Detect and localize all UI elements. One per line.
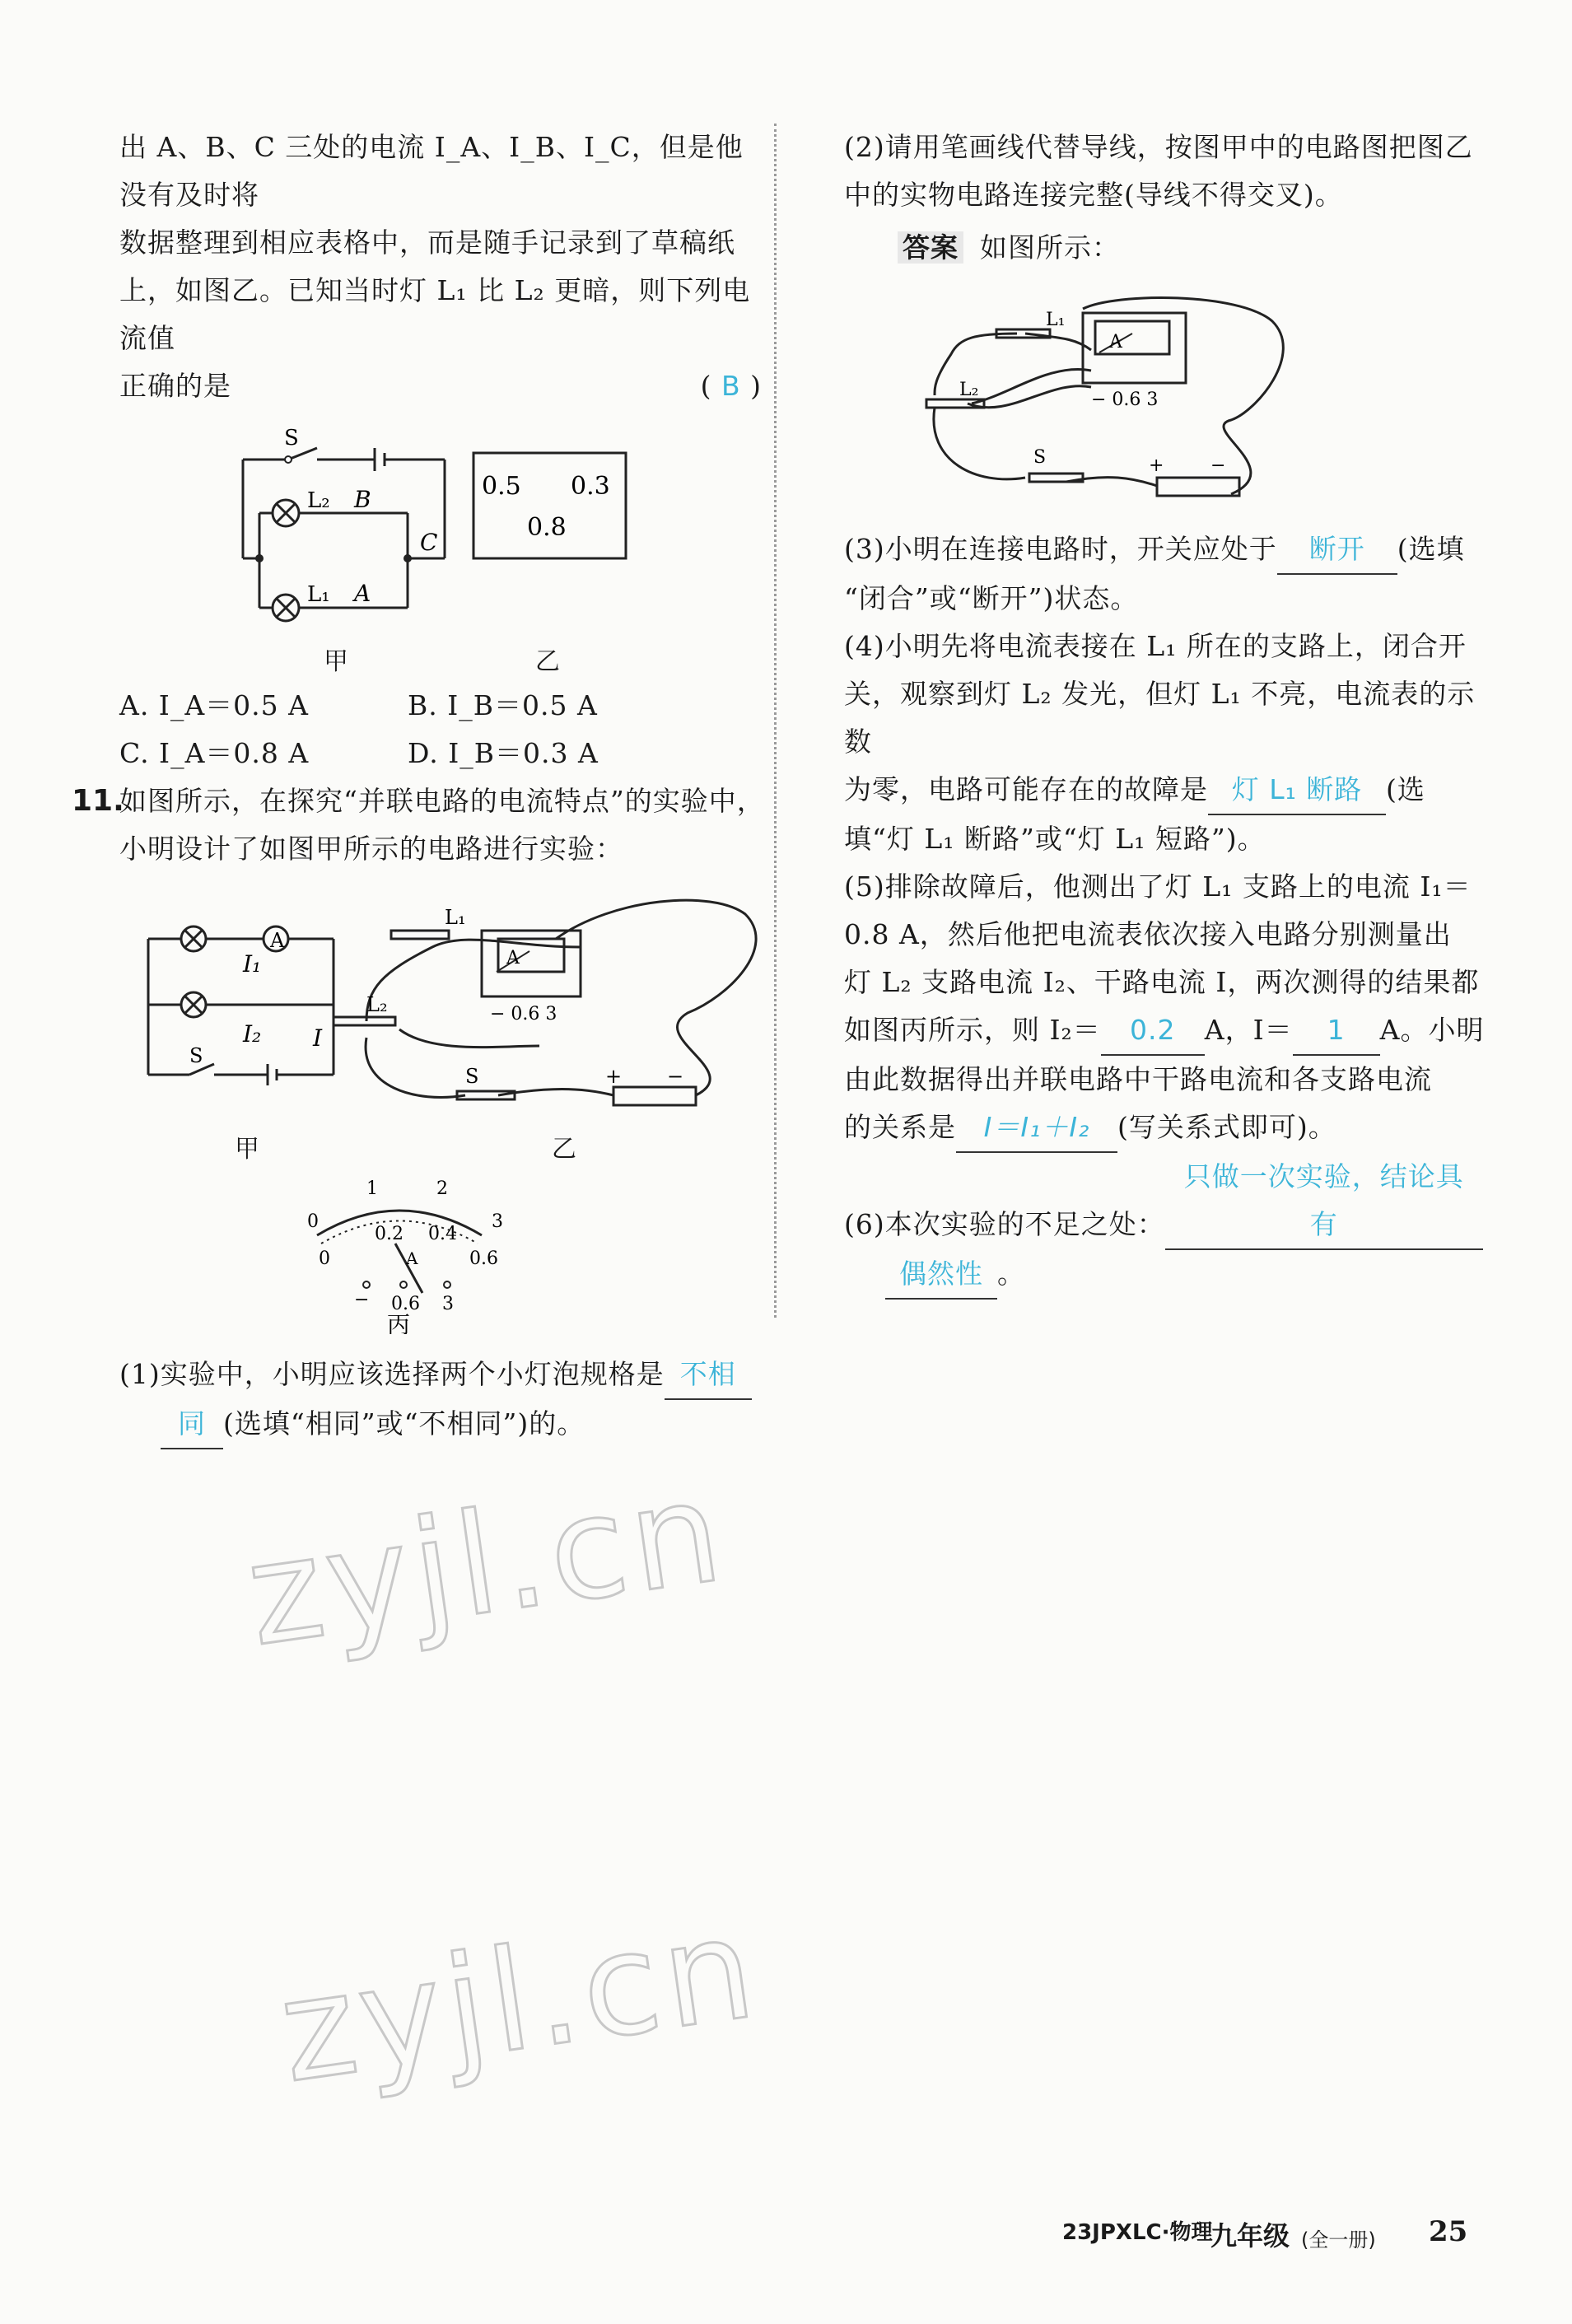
sub1-line2	[119, 1400, 770, 1449]
option-b: B. I_B＝0.5 A	[408, 689, 598, 721]
sub6-answer-b: 偶然性	[885, 1250, 997, 1300]
sub1-text-b: (选填“相同”或“不相同”)的。	[223, 1407, 585, 1440]
sub6-line2	[844, 1250, 1495, 1300]
switch-label: S	[284, 427, 299, 450]
footer-code: 23JPXLC·物理	[1062, 2220, 1213, 2245]
column-divider	[774, 124, 777, 1318]
sub5-line5: 由此数据得出并联电路中干路电流和各支路电流	[844, 1063, 1432, 1095]
sub4-line3	[844, 766, 1495, 815]
q11-figure	[119, 881, 770, 1145]
caption-bing: 丙	[387, 1311, 411, 1334]
ammeter-symbol: A	[270, 929, 285, 952]
scale-bottom-3: 0.6	[469, 1248, 498, 1269]
battery-plus: +	[605, 1065, 623, 1088]
point-a-label: A	[354, 580, 371, 607]
draft-value-1: 0.5	[482, 472, 521, 501]
sub5-answer-relation: I＝I₁＋I₂	[956, 1104, 1117, 1153]
caption-yi: 乙	[552, 1135, 576, 1164]
current-i1-label: I₁	[243, 950, 262, 978]
sub3-line2: “闭合”或“断开”)状态。	[844, 582, 1139, 614]
q10-line	[119, 362, 770, 410]
point-c-label: C	[420, 529, 438, 556]
q11-line: 如图所示，在探究“并联电路的电流特点”的实验中，	[119, 785, 765, 817]
sub4-line2: 关，观察到灯 L₂ 发光，但灯 L₁ 不亮，电流表的示数	[844, 678, 1476, 758]
option-d: D. I_B＝0.3 A	[408, 737, 599, 769]
options-row	[119, 682, 770, 730]
scale-bottom-0: 0	[319, 1248, 330, 1269]
q10-line: 出 A、B、C 三处的电流 I_A、I_B、I_C，但是他没有及时将	[119, 131, 744, 211]
sub5-text-e: (写关系式即可)。	[1117, 1111, 1336, 1143]
lamp-l1-label: L₁	[1046, 310, 1066, 330]
left-column	[72, 124, 770, 1449]
answer-circuit-svg	[844, 288, 1495, 519]
watermark: zyjl.cn	[271, 1886, 768, 2115]
terminal-06: 0.6	[391, 1294, 420, 1314]
terminal-3: 3	[442, 1294, 454, 1314]
q11-number: 11.	[72, 784, 124, 818]
options-row	[119, 730, 770, 777]
watermark: zyjl.cn	[238, 1449, 735, 1678]
sub5-line4	[844, 1006, 1495, 1056]
meter-scale-label: − 0.6 3	[490, 1004, 557, 1024]
scale-top-0: 0	[307, 1211, 319, 1232]
sub1-answer-a: 不相	[665, 1351, 752, 1400]
sub6-end: 。	[997, 1258, 1025, 1290]
switch-label: S	[1033, 447, 1047, 468]
battery-plus: +	[1149, 455, 1164, 476]
sub5-line3: 灯 L₂ 支路电流 I₂、干路电流 I，两次测得的结果都	[844, 966, 1480, 998]
q10-circuit-svg	[119, 427, 770, 641]
scale-bottom-2: 0.4	[428, 1224, 457, 1244]
terminal-minus: −	[354, 1290, 370, 1310]
lamp-l1-label: L₁	[445, 906, 466, 929]
sub4-text: 为零，电路可能存在的故障是	[844, 773, 1208, 805]
sub6-text: (6)本次实验的不足之处：	[844, 1208, 1165, 1240]
sub3-line1	[844, 525, 1495, 575]
switch-yi-label: S	[465, 1065, 479, 1088]
q10-line: 数据整理到相应表格中，而是随手记录到了草稿纸	[119, 226, 735, 259]
sub5-text-d: 的关系是	[844, 1111, 956, 1143]
sub5-answer-i: 1	[1293, 1006, 1380, 1056]
sub2-line: (2)请用笔画线代替导线，按图甲中的电路图把图乙	[844, 131, 1473, 163]
sub4-line4: 填“灯 L₁ 断路”或“灯 L₁ 短路”)。	[844, 823, 1266, 855]
battery-minus: −	[1210, 455, 1226, 476]
sub3-text: (3)小明在连接电路时，开关应处于	[844, 533, 1277, 565]
q10-captions	[119, 641, 770, 682]
scale-top-3: 3	[492, 1211, 503, 1232]
scale-top-1: 1	[366, 1178, 378, 1199]
sub5-text-b: A，I＝	[1204, 1014, 1293, 1046]
sub3-answer: 断开	[1277, 525, 1397, 575]
sub1-line1	[119, 1351, 770, 1400]
lamp-l2-label: L₂	[366, 993, 388, 1016]
option-a: A. I_A＝0.5 A	[119, 689, 309, 721]
q10-line: 上，如图乙。已知当时灯 L₁ 比 L₂ 更暗，则下列电流值	[119, 274, 751, 354]
meter-a-label: A	[506, 948, 520, 968]
q11-captions	[119, 1128, 770, 1169]
footer-grade: 九年级	[1210, 2220, 1290, 2252]
meter-figure	[119, 1169, 770, 1334]
sub5-answer-i2: 0.2	[1101, 1006, 1205, 1056]
caption-jia: 甲	[235, 1135, 259, 1164]
caption-jia: 甲	[324, 647, 348, 676]
sub1-text: (1)实验中，小明应该选择两个小灯泡规格是	[119, 1358, 665, 1390]
page-number: 25	[1429, 2215, 1468, 2248]
meter-symbol: A	[406, 1248, 418, 1268]
caption-yi: 乙	[535, 647, 560, 676]
answer-label: 答案	[898, 231, 963, 264]
point-b-label: B	[354, 486, 371, 513]
q10-answer: B	[721, 370, 741, 402]
sub2-line: 中的实物电路连接完整(导线不得交叉)。	[844, 179, 1343, 211]
answer-figure	[844, 288, 1495, 519]
draft-value-2: 0.3	[571, 472, 610, 501]
draft-value-3: 0.8	[527, 513, 567, 542]
q10-figure	[119, 427, 770, 641]
answer-line	[844, 224, 1495, 272]
meter-a-label: A	[1109, 332, 1122, 352]
sub3-text-b: (选填	[1397, 533, 1465, 565]
sub6-line1	[844, 1153, 1495, 1250]
q11-line: 小明设计了如图甲所示的电路进行实验：	[119, 833, 623, 865]
lamp-l2-label: L₂	[307, 488, 330, 513]
meter-scale-label: − 0.6 3	[1091, 390, 1159, 410]
sub5-line6	[844, 1104, 1495, 1153]
right-column	[844, 124, 1495, 1300]
lamp-l2-label: L₂	[959, 380, 979, 400]
sub6-answer-a: 只做一次实验，结论具有	[1165, 1153, 1483, 1250]
battery-minus: −	[667, 1065, 684, 1088]
sub5-text-c: A。小明	[1379, 1014, 1485, 1046]
sub5-line1: (5)排除故障后，他测出了灯 L₁ 支路上的电流 I₁＝	[844, 870, 1472, 903]
sub1-answer-b: 同	[161, 1400, 223, 1449]
sub4-answer: 灯 L₁ 断路	[1208, 766, 1386, 815]
answer-text: 如图所示：	[980, 231, 1120, 264]
current-i-label: I	[313, 1024, 323, 1052]
scale-top-2: 2	[436, 1178, 448, 1199]
q11-circuit-svg	[119, 881, 770, 1145]
sub4-line1: (4)小明先将电流表接在 L₁ 所在的支路上，闭合开	[844, 630, 1467, 662]
scale-bottom-1: 0.2	[375, 1224, 403, 1244]
sub5-text: 如图丙所示，则 I₂＝	[844, 1014, 1101, 1046]
q10-answer-paren: ( B )	[700, 370, 762, 402]
current-i2-label: I₂	[243, 1020, 262, 1048]
switch-s-label: S	[189, 1044, 203, 1067]
footer-volume: (全一册)	[1301, 2228, 1376, 2252]
q10-line-text: 正确的是	[119, 370, 231, 402]
sub5-line2: 0.8 A，然后他把电流表依次接入电路分别测量出	[844, 918, 1452, 950]
lamp-l1-label: L₁	[307, 582, 330, 607]
sub4-text-b: (选	[1386, 773, 1425, 805]
option-c: C. I_A＝0.8 A	[119, 737, 310, 769]
q11	[72, 777, 770, 873]
meter-svg	[119, 1169, 770, 1334]
